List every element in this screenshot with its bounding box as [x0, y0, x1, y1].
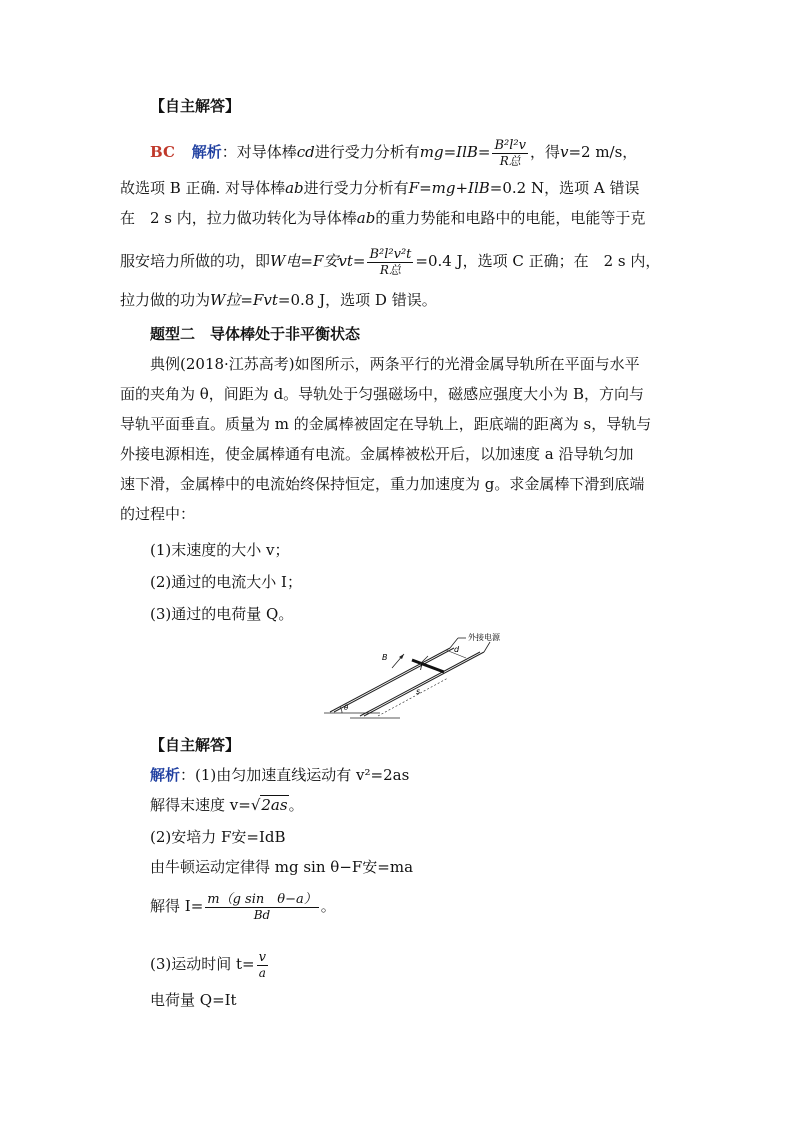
fraction-numerator: B²l²v²t	[369, 247, 412, 262]
label-b: B	[382, 653, 388, 662]
solution-line-3: (2)安培力 F安=IdB	[150, 828, 286, 846]
equation: W拉=Fvt	[210, 291, 278, 309]
problem-paragraph-line-6: 的过程中：	[120, 505, 196, 523]
problem-paragraph-line-1: 典例(2018·江苏高考)如图所示，两条平行的光滑金属导轨所在平面与水平	[150, 355, 640, 373]
solution-line-2: 解得末速度 v=√2as。	[150, 796, 304, 814]
solution-line-4: 由牛顿运动定律得 mg sin θ−F安=ma	[150, 858, 414, 876]
text: 。	[320, 897, 336, 915]
text-var: ab	[285, 179, 304, 197]
self-answer-heading-2: 【自主解答】	[150, 736, 241, 754]
label-theta: θ	[344, 704, 349, 712]
fraction-numerator: v	[258, 950, 266, 965]
analysis-line-1	[150, 138, 637, 168]
equation: W电=F安vt=	[270, 252, 366, 270]
text: =0.8 J，选项 D 错误。	[277, 291, 437, 309]
text: 解得 I=	[150, 897, 204, 915]
equation: mg=IlB=	[419, 143, 491, 161]
solution-line-1	[150, 765, 409, 785]
label-i: I	[420, 663, 423, 672]
text: ：对导体棒	[221, 143, 297, 161]
fraction-numerator: m（g sin θ−a）	[207, 892, 317, 907]
text: =0.2 N，选项 A 错误	[489, 179, 640, 197]
solution-line-6	[150, 950, 270, 980]
fraction	[492, 138, 527, 168]
analysis-label: 解析	[191, 143, 222, 161]
fraction-denominator: R总	[499, 154, 521, 168]
fraction-denominator: R总	[379, 263, 401, 277]
text: =2 m/s，	[568, 143, 638, 161]
question-2: (2)通过的电流大小 I；	[150, 573, 302, 591]
sqrt-content: 2as	[261, 796, 288, 814]
text: 的重力势能和电路中的电能，电能等于克	[375, 209, 646, 227]
equation: F=mg+IlB	[408, 179, 490, 197]
label-d: d	[454, 645, 460, 654]
solution-line-7: 电荷量 Q=It	[150, 991, 237, 1009]
analysis-line-2	[120, 178, 639, 198]
fraction	[257, 950, 268, 980]
problem-paragraph-line-5: 速下滑，金属棒中的电流始终保持恒定，重力加速度为 g。求金属棒下滑到底端	[120, 475, 645, 493]
text: =0.4 J，选项 C 正确；在 2 s 内，	[415, 252, 661, 270]
text: 在 2 s 内，拉力做功转化为导体棒	[120, 209, 357, 227]
text: 进行受力分析有	[303, 179, 409, 197]
text: 故选项 B 正确. 对导体棒	[120, 179, 286, 197]
incline-rails-figure	[320, 628, 510, 720]
problem-paragraph-line-4: 外接电源相连，使金属棒通有电流。金属棒被松开后，以加速度 a 沿导轨匀加	[120, 445, 634, 463]
text: ：(1)由匀加速直线运动有 v²=2as	[180, 766, 410, 784]
fraction-denominator: a	[258, 966, 266, 980]
answer-letters: BC	[150, 143, 175, 161]
fraction	[367, 247, 413, 277]
solution-line-5	[150, 892, 336, 922]
text: 服安培力所做的功，即	[120, 252, 271, 270]
text: 拉力做的功为	[120, 291, 211, 309]
fraction-numerator: B²l²v	[494, 138, 526, 153]
question-1: (1)末速度的大小 v；	[150, 541, 290, 559]
fraction-denominator: Bd	[253, 908, 271, 922]
question-3: (3)通过的电荷量 Q。	[150, 605, 294, 623]
text: 。	[288, 796, 304, 814]
text: (3)运动时间 t=	[150, 955, 255, 973]
problem-paragraph-line-2: 面的夹角为 θ，间距为 d。导轨处于匀强磁场中，磁感应强度大小为 B，方向与	[120, 385, 644, 403]
text: ，得	[529, 143, 560, 161]
analysis-line-4	[120, 247, 660, 277]
section-title: 题型二 导体棒处于非平衡状态	[150, 325, 361, 343]
analysis-line-3	[120, 208, 645, 228]
text-var: cd	[296, 143, 315, 161]
fraction	[205, 892, 318, 922]
analysis-label: 解析	[150, 766, 181, 784]
self-answer-heading: 【自主解答】	[150, 97, 241, 115]
analysis-line-5	[120, 290, 437, 310]
text-var: v	[559, 143, 569, 161]
text: 进行受力分析有	[314, 143, 420, 161]
label-s: s	[416, 687, 421, 696]
power-label: 外接电源	[468, 633, 500, 642]
problem-paragraph-line-3: 导轨平面垂直。质量为 m 的金属棒被固定在导轨上，距底端的距离为 s，导轨与	[120, 415, 652, 433]
text: 解得末速度 v=	[150, 796, 251, 814]
text-var: ab	[356, 209, 376, 227]
